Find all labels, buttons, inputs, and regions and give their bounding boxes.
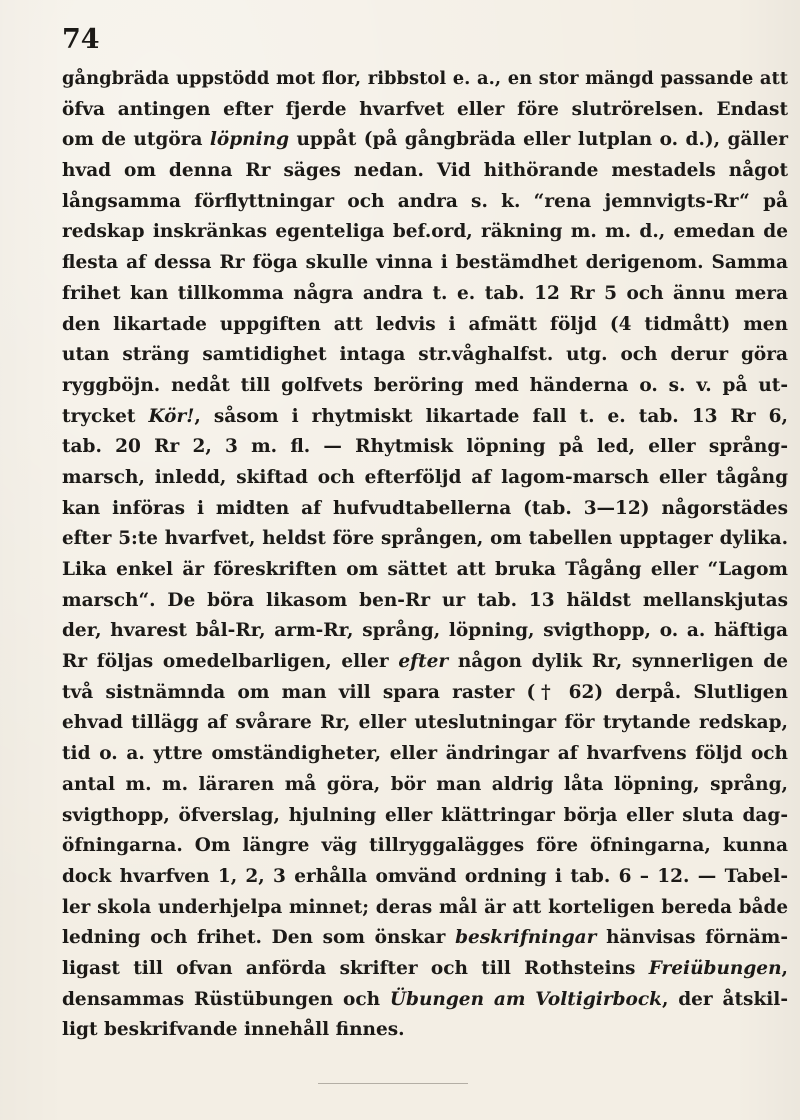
text-line (62, 770, 788, 801)
emphasized-term: Übungen am Voltigirbock (389, 988, 662, 1010)
text-line (62, 494, 788, 525)
text-line-segment: gångbräda uppstödd mot flor, ribbstol e. a., en stor mängd passande att (62, 68, 788, 89)
text-line-segment: marsch, inledd, skiftad och efterföljd af lagom-marsch eller tågång (62, 466, 788, 488)
text-line (62, 279, 788, 310)
page-number: 74 (62, 24, 100, 55)
text-line-segment: efter 5:te hvarfvet, heldst före sprången, om tabellen upptager dylika. (62, 528, 788, 550)
text-line (62, 95, 788, 126)
text-line-segment: Lika enkel är föreskriften om sättet att bruka Tågång eller “Lagom (62, 559, 788, 580)
text-line (62, 310, 788, 341)
text-line (62, 187, 788, 218)
text-line-segment: redskap inskränkas egenteliga bef.ord, räkning m. m. d., emedan de (62, 221, 788, 243)
text-line-segment: marsch“. De böra likasom ben-Rr ur tab. 13 häldst mellanskjutas (62, 589, 788, 611)
text-line-segment: om de utgöra (62, 129, 210, 151)
text-line (62, 616, 788, 647)
text-line-segment: dock hvarfven 1, 2, 3 erhålla omvänd ordning i tab. 6 – 12. — Tabel- (62, 865, 788, 887)
text-line (62, 801, 788, 832)
text-line (62, 248, 788, 279)
text-line-segment: Rr följas omedelbarligen, eller (62, 651, 399, 673)
text-line-segment: der, hvarest bål-Rr, arm-Rr, språng, löpning, svigthopp, o. a. häftiga (62, 620, 788, 642)
text-line-segment: , der åtskil- (661, 988, 789, 1010)
text-line-segment: antal m. m. läraren må göra, bör man aldrig låta löpning, språng, (62, 773, 788, 795)
text-line (62, 739, 788, 770)
text-line-segment: ligast till ofvan anförda skrifter och till Rothsteins (62, 957, 649, 979)
text-line-segment: frihet kan tillkomma några andra t. e. tab. 12 Rr 5 och ännu mera (62, 282, 788, 304)
text-line-segment: utan sträng samtidighet intaga str.våghalfst. utg. och derur göra (62, 344, 788, 366)
text-line (62, 340, 788, 371)
text-line-segment: någon dylik Rr, synnerligen de (448, 651, 788, 673)
text-line-segment: två sistnämnda om man vill spara raster († 62) derpå. Slutligen (62, 681, 788, 703)
emphasized-term: Kör! (148, 405, 195, 427)
text-line-segment: den likartade uppgiften att ledvis i afmätt följd (4 tidmått) men (62, 313, 788, 335)
body-text (62, 64, 788, 1046)
text-line-segment: tab. 20 Rr 2, 3 m. fl. — Rhytmisk löpning på led, eller språng- (62, 436, 788, 458)
text-line (62, 862, 788, 893)
text-line-segment: , såsom i rhytmiskt likartade fall t. e. tab. 13 Rr 6, (194, 405, 788, 427)
emphasized-term: Freiübungen (648, 957, 782, 979)
text-line-segment: hvad om denna Rr säges nedan. Vid hithörande mestadels något (62, 160, 788, 182)
emphasized-term: efter (398, 651, 449, 673)
text-line (62, 524, 788, 555)
text-line-segment: öfningarna. Om längre väg tillryggalägges före öfningarna, kunna (62, 835, 788, 857)
text-line-segment: hänvisas förnäm- (596, 927, 788, 949)
text-line (62, 678, 788, 709)
text-line (62, 893, 788, 924)
text-line (62, 125, 788, 156)
text-line (62, 586, 788, 617)
text-line-segment: svigthopp, öfverslag, hjulning eller klättringar börja eller sluta dag- (62, 804, 788, 826)
text-line (62, 647, 788, 678)
text-line (62, 432, 788, 463)
text-line (62, 831, 788, 862)
text-line-segment: tid o. a. yttre omständigheter, eller ändringar af hvarfvens följd och (62, 743, 788, 765)
text-line (62, 954, 788, 985)
footer-rule (318, 1083, 468, 1084)
text-line-segment: långsamma förflyttningar och andra s. k. “rena jemnvigts-Rr“ på (62, 190, 788, 212)
text-line (62, 708, 788, 739)
text-line-segment: , (781, 957, 788, 979)
text-line-segment: ryggböjn. nedåt till golfvets beröring med händerna o. s. v. på ut- (62, 374, 788, 396)
text-line-segment: uppåt (på gångbräda eller lutplan o. d.), gäller (289, 129, 789, 151)
text-line-segment: ehvad tillägg af svårare Rr, eller uteslutningar för trytande redskap, (62, 712, 788, 734)
text-line-segment: ledning och frihet. Den som önskar (62, 927, 456, 949)
text-line-segment: öfva antingen efter fjerde hvarfvet eller före slutrörelsen. Endast (62, 98, 788, 120)
text-line-segment: ler skola underhjelpa minnet; deras mål är att korteligen bereda både (62, 896, 788, 918)
text-line (62, 555, 788, 586)
emphasized-term: beskrifningar (455, 927, 597, 949)
text-line-segment: kan införas i midten af hufvudtabellerna (tab. 3—12) någorstädes (62, 497, 788, 519)
text-line-segment: flesta af dessa Rr föga skulle vinna i bestämdhet derigenom. Samma (62, 252, 788, 274)
text-line (62, 371, 788, 402)
text-line (62, 985, 788, 1016)
text-line-segment: ligt beskrifvande innehåll finnes. (62, 1019, 405, 1041)
text-line (62, 156, 788, 187)
text-line (62, 1015, 788, 1046)
text-line-segment: trycket (62, 405, 149, 427)
text-line (62, 463, 788, 494)
text-line (62, 64, 788, 95)
text-line-segment: densammas Rüstübungen och (62, 988, 390, 1010)
emphasized-term: löpning (209, 129, 290, 151)
text-line (62, 217, 788, 248)
text-line (62, 923, 788, 954)
text-line (62, 402, 788, 433)
